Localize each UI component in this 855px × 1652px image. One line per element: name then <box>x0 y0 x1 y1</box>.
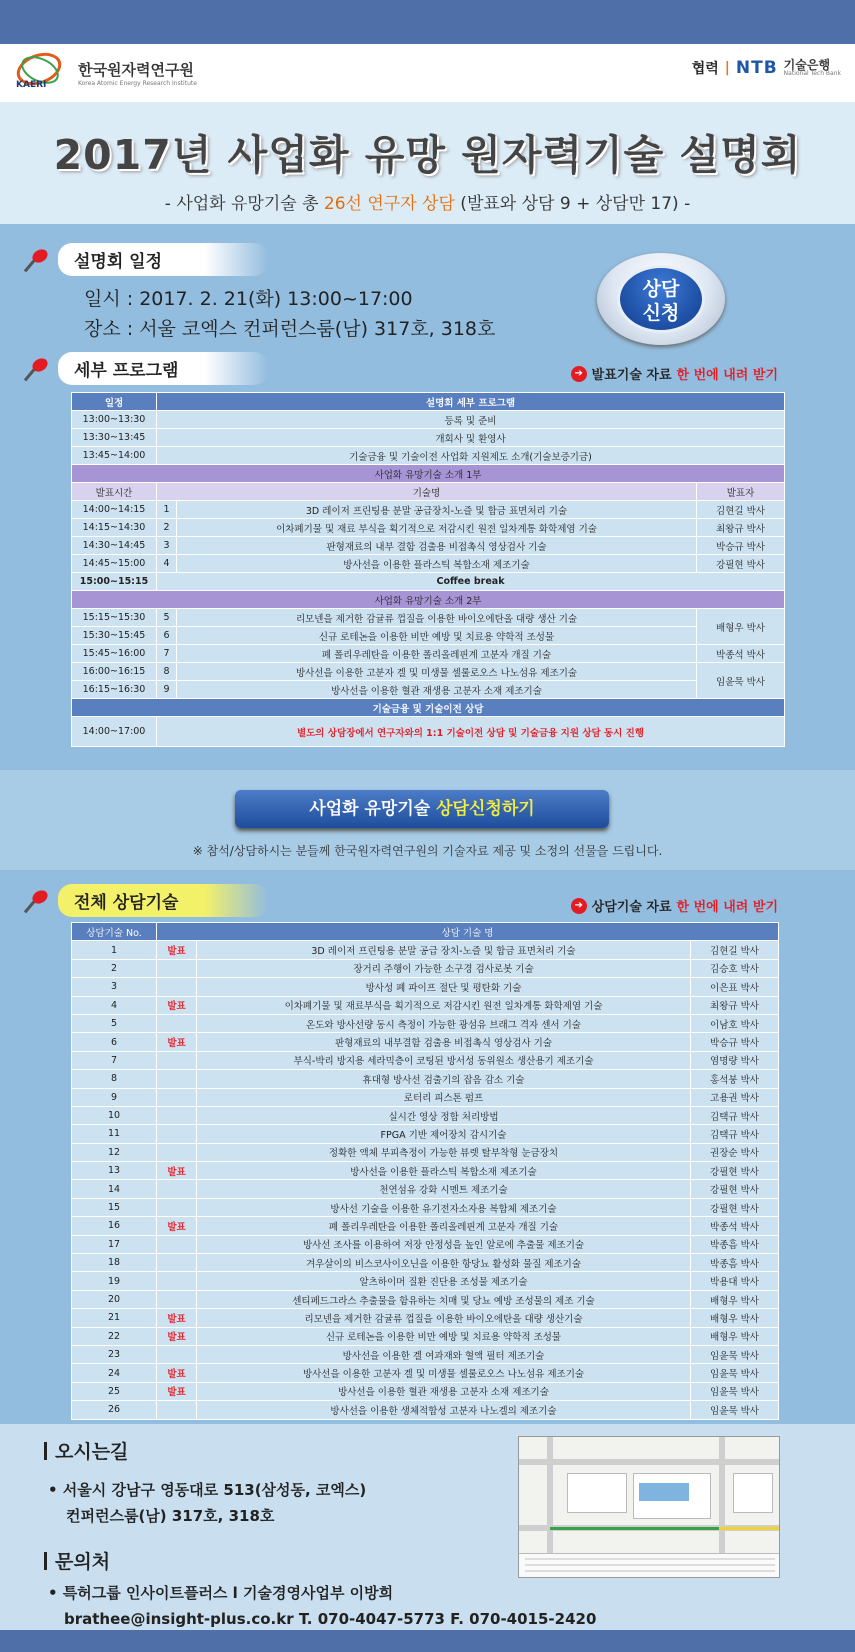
table-row: 10 실시간 영상 정합 처리방법 김택규 박사 <box>72 1106 779 1124</box>
table-row: 8 휴대형 방사선 검출기의 잡음 감소 기술 홍석붕 박사 <box>72 1070 779 1088</box>
subtitle-highlight: 26선 연구자 상담 <box>323 194 455 214</box>
section-all-techs <box>26 884 268 917</box>
table-row: 6 발표 판형재료의 내부결함 검출용 비접촉식 영상검사 기술 박승규 박사 <box>72 1033 779 1051</box>
ntb-name: 기술은행 National Tech Bank <box>783 58 841 77</box>
table-row: 14:00~14:15 1 3D 레이저 프린팅용 분말 공급장치-노즐 및 합금 표면처리 기술 김현길 박사 <box>72 501 785 519</box>
contact-info: • 특허그룹 인사이트플러스 l 기술경영사업부 이방희 brathee@insight-plus.co.kr T. 070-4047-5773 F. 070-4015-2420 <box>48 1580 596 1632</box>
table-row: 18 겨우살이의 비스코사이오닌을 이용한 항당뇨 활성화 물질 제조기술 박종흠 박사 <box>72 1254 779 1272</box>
table-row: 23 방사선을 이용한 겔 여과재와 혈액 필터 제조기술 임윤묵 박사 <box>72 1345 779 1363</box>
download-techs-link[interactable]: ➔ 상담기술 자료 한 번에 내려 받기 <box>571 896 778 915</box>
directions-address: • 서울시 강남구 영동대로 513(삼성동, 코엑스) 컨퍼런스룸(남) 317호, 318호 <box>48 1481 367 1525</box>
tech-table: 상담기술 No. 상담 기술 명 1 발표 3D 레이저 프린팅용 분말 공급 장치-노즐 및 합금 표면처리 기술 김현길 박사 2 장거리 주행이 가능한 소구경 검사로봇 기술 김승호 박사 3 방사성 폐 파이프 절단 및 평탄화 기술 이은표 박사 4 발표 이차폐기물 및 재료부식을 획기적으로 저감시킨 원전 일차계통 화학제염 기술 최왕규 박사 5 온도와 방사선량 동시 측정이 가능한 광섬유 브래그 격자 센서 기술 이남호 박사 6 발표 판형재료의 내부결함 검출용 비접촉식 영상검사 기술 박승규 박사 7 부식-박리 방지용 세라믹층이 코팅된 방서성 동위원소 생산용기 제조기술 염명량 박사 8 휴대형 방사선 검출기의 잡음 감소 기술 홍석붕 박사 9 로터리 피스톤 펌프 고용권 박사 10 실시간 영상 정합 처리방법 김택규 박사 11 FPGA 기반 제어장치 감시기술 김택규 박사 12 정확한 액체 부피측정이 가능한 뷰렛 탈부착형 눈금장치 권장순 박사 13 발표 방사선을 이용한 플라스틱 복합소재 제조기술 강필현 박사 14 천연섬유 강화 시멘트 제조기술 강필현 박사 15 방사선 기술을 이용한 유기전자소자용 복합체 제조기술 강필현 박사 16 발표 폐 폴리우레탄을 이용한 폴리올레핀계 고분자 개질 기술 박종석 박사 17 방사선 조사를 이용하여 저장 안정성을 높인 알로에 추출물 제조기술 박종흠 박사 18 겨우살이의 비스코사이오닌을 이용한 항당뇨 활성화 물질 제조기술 박종흠 박사 19 알츠하이머 질환 진단용 조성물 제조기술 박용대 박사 20 센티페드그라스 추출물을 함유하는 치매 및 당뇨 예방 조성물의 제조 기술 배형우 박사 21 발표 리모넨을 제거한 감귤류 껍질을 이용한 바이오에탄올 대량 생산기술 배형우 박사 22 발표 신규 로테논을 이용한 비만 예방 및 치료용 약학적 조성물 배형우 박사 23 방사선을 이용한 겔 여과재와 혈액 필터 제조기술 임윤묵 박사 24 발표 방사선을 이용한 고분자 겔 및 미생물 셀룰로오스 나노섬유 제조기술 임윤묵 박사 25 발표 방사선을 이용한 혈관 재생용 고분자 소재 제조기술 임윤묵 박사 26 방사선을 이용한 생체적합성 고분자 나노겔의 제조기술 임윤묵 박사 <box>71 922 779 1420</box>
table-row: 12 정확한 액체 부피측정이 가능한 뷰렛 탈부착형 눈금장치 권장순 박사 <box>72 1143 779 1161</box>
logo-abbr: KAERI <box>16 80 47 90</box>
table-row: 19 알츠하이머 질환 진단용 조성물 제조기술 박용대 박사 <box>72 1272 779 1290</box>
table-row: 14:45~15:00 4 방사선을 이용한 플라스틱 복합소재 제조기술 강필현 박사 <box>72 555 785 573</box>
section-schedule <box>26 243 268 276</box>
table-row: 13 발표 방사선을 이용한 플라스틱 복합소재 제조기술 강필현 박사 <box>72 1162 779 1180</box>
table-row: 7 부식-박리 방지용 세라믹층이 코팅된 방서성 동위원소 생산용기 제조기술 염명량 박사 <box>72 1051 779 1069</box>
org-name: 한국원자력연구원 <box>78 61 194 79</box>
download-presentations-link[interactable]: ➔ 발표기술 자료 한 번에 내려 받기 <box>571 364 778 383</box>
table-row: 25 발표 방사선을 이용한 혈관 재생용 고분자 소재 제조기술 임윤묵 박사 <box>72 1382 779 1400</box>
section-label: 전체 상담기술 <box>58 884 268 917</box>
table-row: 14:30~14:45 3 판형재료의 내부 결함 검출용 비접촉식 영상검사 기술 박승규 박사 <box>72 537 785 555</box>
partner-separator: | <box>724 60 730 76</box>
table-row: 9 로터리 피스톤 펌프 고용권 박사 <box>72 1088 779 1106</box>
table-row: 16 발표 폐 폴리우레탄을 이용한 폴리올레핀계 고분자 개질 기술 박종석 박사 <box>72 1217 779 1235</box>
table-row: 11 FPGA 기반 제어장치 감시기술 김택규 박사 <box>72 1125 779 1143</box>
table-row: 1 발표 3D 레이저 프린팅용 분말 공급 장치-노즐 및 합금 표면처리 기술 김현길 박사 <box>72 941 779 959</box>
table-row: 3 방사성 폐 파이프 절단 및 평탄화 기술 이은표 박사 <box>72 978 779 996</box>
table-row: 20 센티페드그라스 추출물을 함유하는 치매 및 당뇨 예방 조성물의 제조 기술 배형우 박사 <box>72 1290 779 1308</box>
section-label: 세부 프로그램 <box>58 352 268 385</box>
contact-title: 문의처 <box>44 1547 110 1574</box>
table-row: 14:15~14:30 2 이차폐기물 및 재료 부식을 획기적으로 저감시킨 원전 일차계통 화학제염 기술 최왕규 박사 <box>72 519 785 537</box>
table-row: 21 발표 리모넨을 제거한 감귤류 껍질을 이용한 바이오에탄올 대량 생산기술 배형우 박사 <box>72 1309 779 1327</box>
pin-icon <box>26 888 52 914</box>
table-row: 5 온도와 방사선량 동시 측정이 가능한 광섬유 브래그 격자 센서 기술 이남호 박사 <box>72 1014 779 1032</box>
contact-email[interactable]: brathee@insight-plus.co.kr T. 070-4047-5773 F. 070-4015-2420 <box>64 1610 597 1628</box>
pin-icon <box>26 247 52 273</box>
schedule-info <box>84 284 495 344</box>
table-row: 15 방사선 기술을 이용한 유기전자소자용 복합체 제조기술 강필현 박사 <box>72 1198 779 1216</box>
header <box>0 44 855 102</box>
org-name-en: Korea Atomic Energy Research Institute <box>78 80 197 87</box>
directions-title: 오시는길 <box>44 1437 128 1464</box>
consult-apply-cta-button[interactable]: 사업화 유망기술 상담신청하기 <box>235 790 609 828</box>
event-place: 장소 : 서울 코엑스 컨퍼런스룸(남) 317호, 318호 <box>84 318 496 340</box>
table-row: 2 장거리 주행이 가능한 소구경 검사로봇 기술 김승호 박사 <box>72 959 779 977</box>
pin-icon <box>26 356 52 382</box>
table-row: 26 방사선을 이용한 생체적합성 고분자 나노겔의 제조기술 임윤묵 박사 <box>72 1401 779 1419</box>
event-date: 일시 : 2017. 2. 21(화) 13:00~17:00 <box>84 288 413 310</box>
ntb-logo[interactable]: NTB <box>735 58 778 78</box>
table-row: 17 방사선 조사를 이용하여 저장 안정성을 높인 알로에 추출물 제조기술 박종흠 박사 <box>72 1235 779 1253</box>
subtitle: - 사업화 유망기술 총 26선 연구자 상담 (발표와 상담 9 + 상담만 17) - <box>164 194 691 214</box>
bottom-bar <box>0 1630 855 1652</box>
kaeri-logo-icon <box>10 52 68 94</box>
section-label: 설명회 일정 <box>58 243 268 276</box>
table-row: 15:30~15:45 6 신규 로테논을 이용한 비만 예방 및 치료용 약학적 조성물 <box>72 627 785 645</box>
partner <box>692 58 841 78</box>
arrow-right-icon: ➔ <box>571 366 587 382</box>
arrow-right-icon: ➔ <box>571 898 587 914</box>
table-row: 15:45~16:00 7 폐 폴리우레탄을 이용한 폴리올레핀계 고분자 개질 기술 박종석 박사 <box>72 645 785 663</box>
table-row: 15:15~15:30 5 리모넨을 제거한 감귤류 껍질을 이용한 바이오에탄올 대량 생산 기술 배형우 박사 <box>72 609 785 627</box>
page-title: 2017년 사업화 유망 원자력기술 설명회 <box>53 131 802 179</box>
notice: ※ 참석/상담하시는 분들께 한국원자력연구원의 기술자료 제공 및 소정의 선물을 드립니다. <box>192 844 663 858</box>
consult-apply-button[interactable]: 상담 신청 <box>597 253 725 345</box>
section-program <box>26 352 268 385</box>
kaeri-logo[interactable] <box>10 52 197 94</box>
program-table: 일정 설명회 세부 프로그램 13:00~13:30 등록 및 준비 13:30~13:45 개회사 및 환영사 13:45~14:00 기술금융 및 기술이전 사업화 지원제도 소개(기술보증기금) 사업화 유망기술 소개 1부 발표시간 기술명 발표자 14:00~14:15 1 3D 레이저 프린팅용 분말 공급장치-노즐 및 합금 표면처리 기술 김현길 박사 14:15~14:30 2 이차폐기물 및 재료 부식을 획기적으로 저감시킨 원전 일차계통 화학제염 기술 최왕규 박사 14:30~14:45 3 판형재료의 내부 결함 검출용 비접촉식 영상검사 기술 박승규 박사 14:45~15:00 4 방사선을 이용한 플라스틱 복합소재 제조기술 강필현 박사 15:00~15:15 Coffee break 사업화 유망기술 소개 2부 15:15~15:30 5 리모넨을 제거한 감귤류 껍질을 이용한 바이오에탄올 대량 생산 기술 배형우 박사 15:30~15:45 6 신규 로테논을 이용한 비만 예방 및 치료용 약학적 조성물 15:45~16:00 7 폐 폴리우레탄을 이용한 폴리올레핀계 고분자 개질 기술 박종석 박사 16:00~16:15 8 방사선을 이용한 고분자 겔 및 미생물 셀룰로오스 나노섬유 제조기술 임윤묵 박사 16:15~16:30 9 방사선을 이용한 혈관 재생용 고분자 소재 제조기술 기술금융 및 기술이전 상담 14:00~17:00 별도의 상담장에서 연구자와의 1:1 기술이전 상담 및 기술금융 지원 상담 동시 진행 <box>71 392 785 747</box>
table-row: 24 발표 방사선을 이용한 고분자 겔 및 미생물 셀룰로오스 나노섬유 제조기술 임윤묵 박사 <box>72 1364 779 1382</box>
top-bar <box>0 0 855 44</box>
table-row: 16:00~16:15 8 방사선을 이용한 고분자 겔 및 미생물 셀룰로오스 나노섬유 제조기술 임윤묵 박사 <box>72 663 785 681</box>
location-map[interactable] <box>518 1436 780 1578</box>
table-row: 22 발표 신규 로테논을 이용한 비만 예방 및 치료용 약학적 조성물 배형우 박사 <box>72 1327 779 1345</box>
table-row: 16:15~16:30 9 방사선을 이용한 혈관 재생용 고분자 소재 제조기술 <box>72 681 785 699</box>
partner-label: 협력 <box>691 61 719 77</box>
table-row: 4 발표 이차폐기물 및 재료부식을 획기적으로 저감시킨 원전 일차계통 화학제염 기술 최왕규 박사 <box>72 996 779 1014</box>
table-row: 14 천연섬유 강화 시멘트 제조기술 강필현 박사 <box>72 1180 779 1198</box>
